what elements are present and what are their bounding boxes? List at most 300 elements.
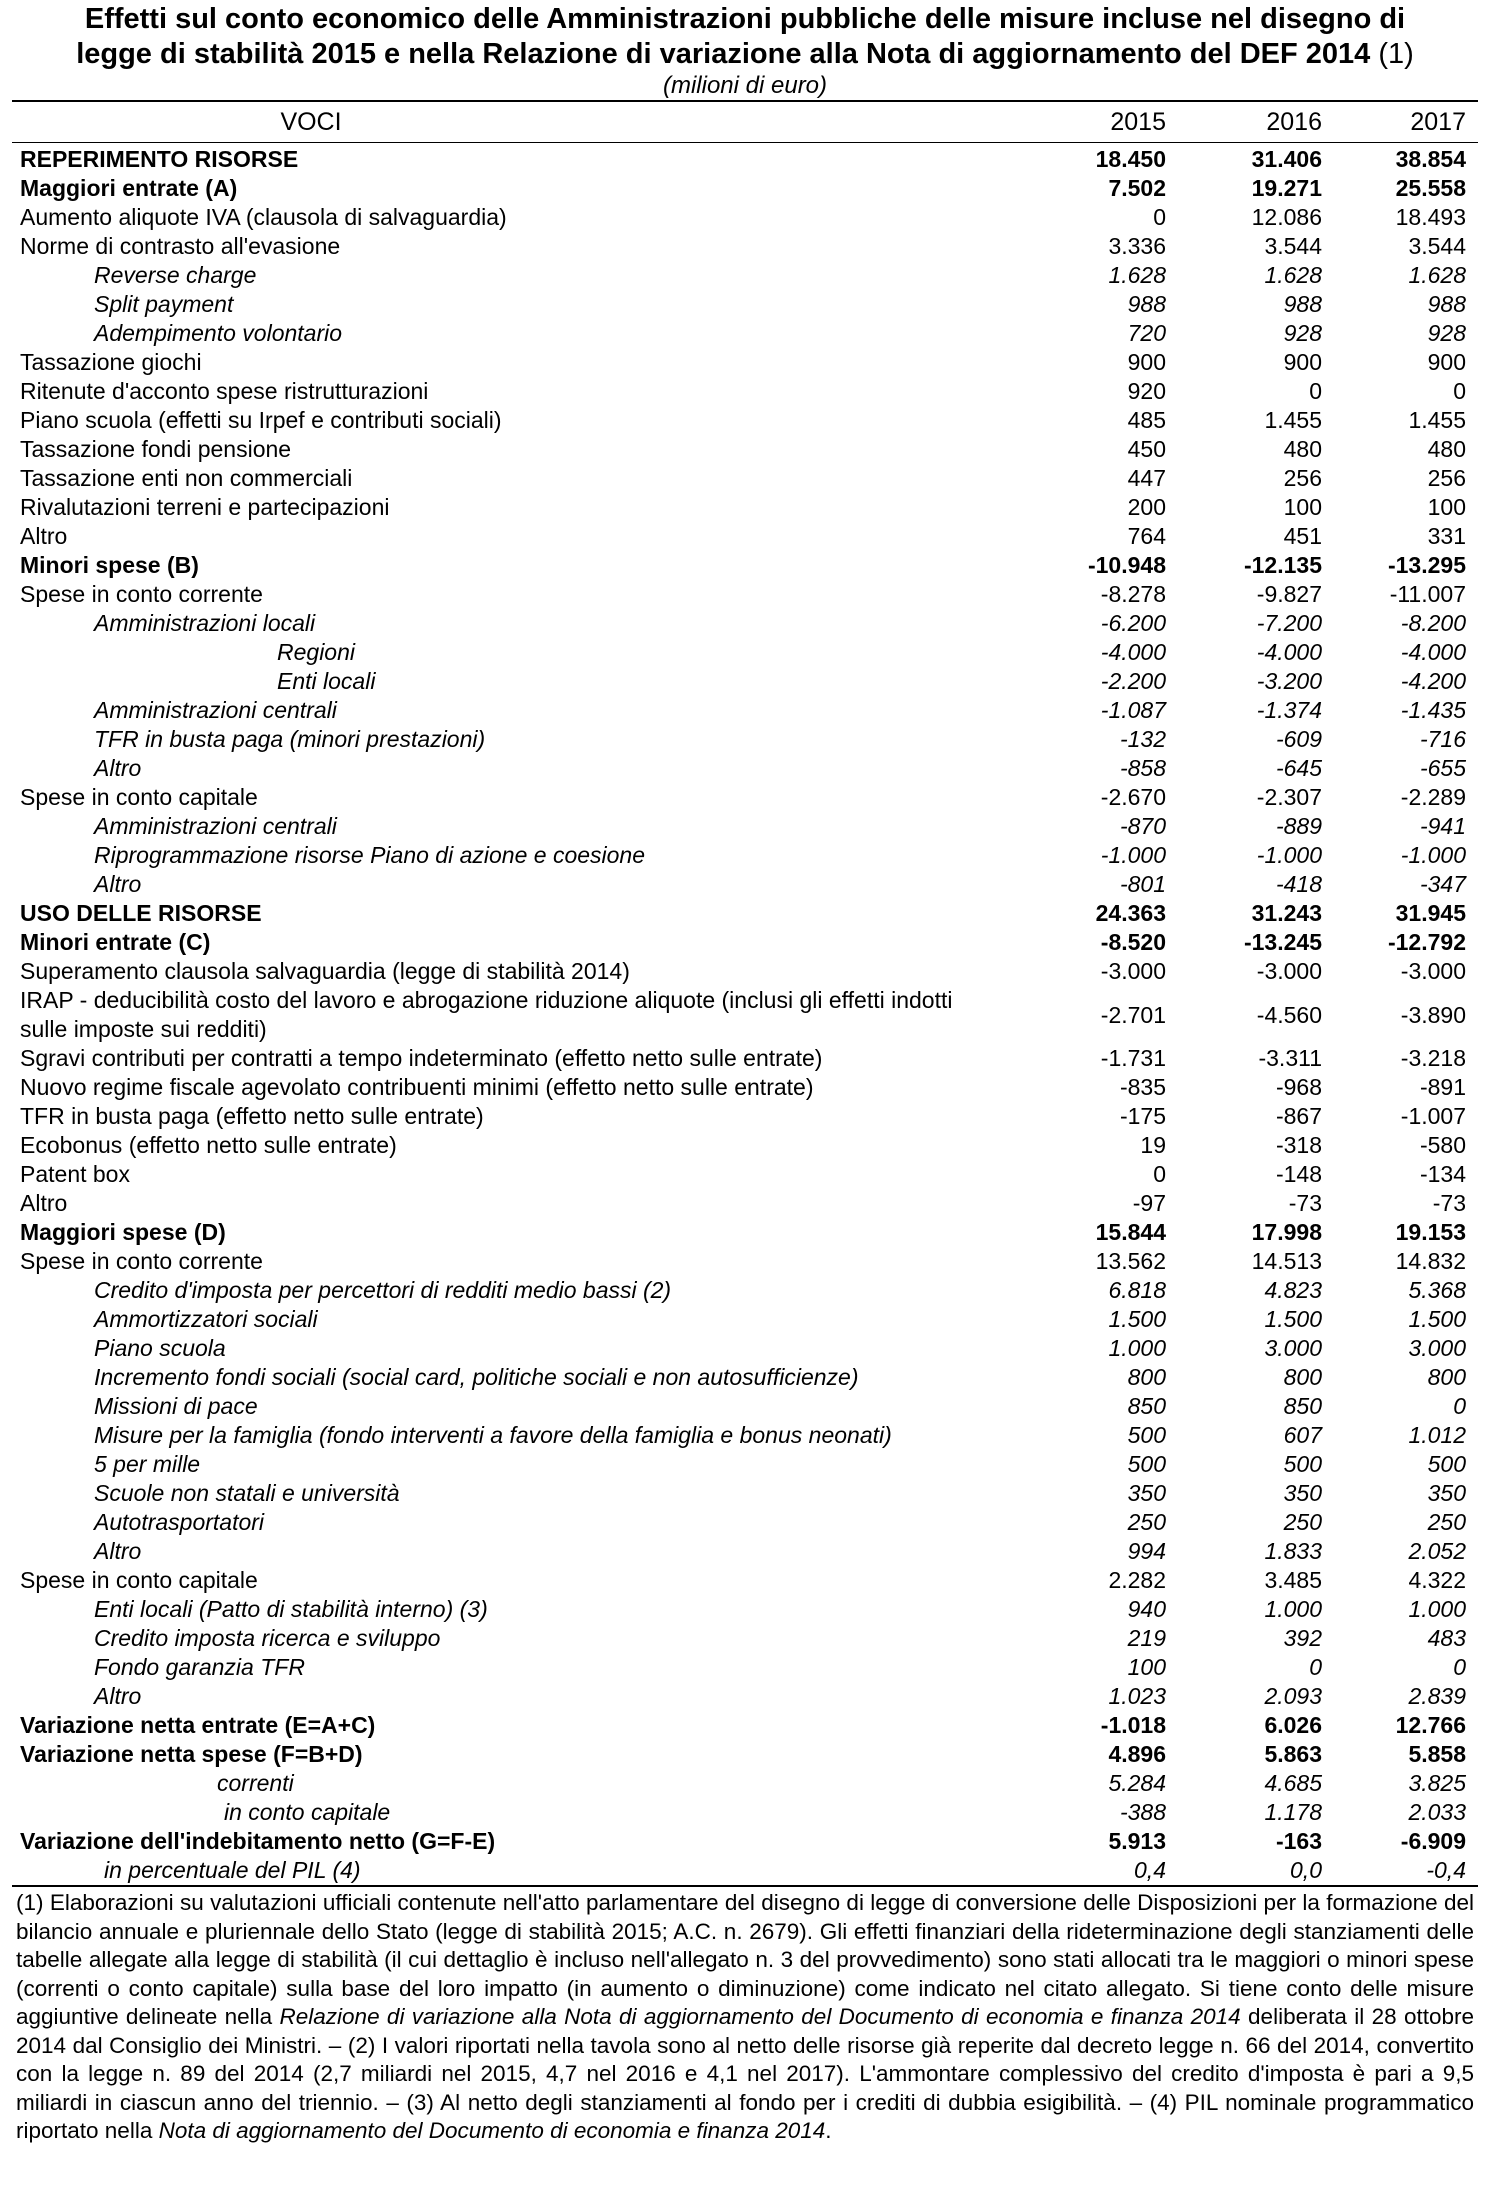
cell-2015: 450	[1127, 436, 1166, 462]
cell-2017: 0	[1453, 1654, 1466, 1680]
table-row	[12, 899, 1478, 928]
cell-2016: 0	[1309, 1654, 1322, 1680]
title-line-2-text: legge di stabilità 2015 e nella Relazione di variazione alla Nota di aggiornamento del DEF 2014	[76, 38, 1371, 70]
cell-2017: -6.909	[1400, 1828, 1466, 1854]
table-row	[12, 1856, 1478, 1885]
cell-2017: -1.000	[1400, 842, 1466, 868]
cell-2015: -1.731	[1100, 1045, 1166, 1071]
table-row	[12, 1102, 1478, 1131]
cell-2015: -870	[1119, 813, 1166, 839]
cell-2017: 256	[1427, 465, 1466, 491]
cell-2016: -609	[1275, 726, 1322, 752]
cell-2015: 0,4	[1134, 1857, 1166, 1883]
cell-2015: -2.701	[1100, 1001, 1166, 1028]
cell-2016: 850	[1283, 1393, 1322, 1419]
row-label: Riprogrammazione risorse Piano di azione e coesione	[94, 842, 646, 868]
cell-2016: -3.000	[1256, 958, 1322, 984]
cell-2016: -889	[1275, 813, 1322, 839]
cell-2016: 500	[1283, 1451, 1322, 1477]
table-row	[12, 1769, 1478, 1798]
table-row	[12, 812, 1478, 841]
cell-2016: 14.513	[1251, 1248, 1322, 1274]
cell-2016: -3.200	[1256, 668, 1322, 694]
table-row	[12, 1566, 1478, 1595]
cell-2016: 350	[1283, 1480, 1322, 1506]
table-row	[12, 261, 1478, 290]
footnote-italic-1: Relazione di variazione alla Nota di aggiornamento del Documento di economia e finanza 2014	[279, 2004, 1241, 2029]
row-label: Minori spese (B)	[20, 552, 199, 578]
cell-2016: -4.560	[1256, 1001, 1322, 1028]
cell-2015: -10.948	[1087, 552, 1166, 578]
row-label: Amministrazioni centrali	[94, 697, 337, 723]
cell-2017: -891	[1419, 1074, 1466, 1100]
row-label: Variazione netta spese (F=B+D)	[20, 1741, 363, 1767]
cell-2015: 900	[1127, 349, 1166, 375]
row-label: Altro	[94, 755, 142, 781]
row-label: REPERIMENTO RISORSE	[20, 146, 299, 172]
cell-2015: -388	[1119, 1799, 1166, 1825]
row-label: TFR in busta paga (effetto netto sulle entrate)	[20, 1103, 484, 1129]
cell-2015: -175	[1119, 1103, 1166, 1129]
cell-2015: 0	[1153, 204, 1166, 230]
row-label: Ammortizzatori sociali	[94, 1306, 318, 1332]
cell-2015: 500	[1127, 1422, 1166, 1448]
cell-2016: -163	[1275, 1828, 1322, 1854]
cell-2017: -580	[1419, 1132, 1466, 1158]
header-year-2016: 2016	[1266, 107, 1322, 136]
cell-2015: -6.200	[1100, 610, 1166, 636]
cell-2017: 25.558	[1395, 175, 1466, 201]
table-row	[12, 493, 1478, 522]
table-row	[12, 725, 1478, 754]
cell-2016: 480	[1283, 436, 1322, 462]
row-label: Enti locali (Patto di stabilità interno) (3)	[94, 1596, 488, 1622]
cell-2016: -13.245	[1243, 929, 1322, 955]
footnotes	[12, 1887, 1478, 2146]
cell-2016: 31.406	[1251, 146, 1322, 172]
cell-2016: 2.093	[1264, 1683, 1322, 1709]
row-label: Amministrazioni centrali	[94, 813, 337, 839]
cell-2017: -716	[1419, 726, 1466, 752]
header-year-2015: 2015	[1110, 107, 1166, 136]
cell-2015: -8.520	[1100, 929, 1166, 955]
row-label: Minori entrate (C)	[20, 929, 211, 955]
cell-2016: 988	[1283, 291, 1322, 317]
row-label: Tassazione giochi	[20, 349, 202, 375]
table-row	[12, 841, 1478, 870]
table-row	[12, 1276, 1478, 1305]
table-header	[12, 102, 1478, 142]
row-label: Superamento clausola salvaguardia (legge di stabilità 2014)	[20, 958, 630, 984]
cell-2016: -3.311	[1258, 1045, 1322, 1071]
cell-2017: -1.007	[1400, 1103, 1466, 1129]
cell-2016: 1.455	[1264, 407, 1322, 433]
cell-2016: 451	[1283, 523, 1322, 549]
cell-2015: 18.450	[1095, 146, 1166, 172]
row-label: Variazione netta entrate (E=A+C)	[20, 1712, 376, 1738]
table-row	[12, 1305, 1478, 1334]
row-label: Altro	[94, 871, 142, 897]
cell-2017: 1.012	[1408, 1422, 1466, 1448]
table-body	[12, 145, 1478, 1885]
row-label: IRAP - deducibilità costo del lavoro e abrogazione riduzione aliquote (inclusi gli effetti indotti sulle imposte sui redditi)	[20, 987, 953, 1042]
table-row	[12, 870, 1478, 899]
cell-2016: 4.823	[1264, 1277, 1322, 1303]
cell-2016: -645	[1275, 755, 1322, 781]
cell-2016: 1.628	[1264, 262, 1322, 288]
table-row	[12, 1160, 1478, 1189]
cell-2015: 988	[1127, 291, 1166, 317]
table-row	[12, 1508, 1478, 1537]
cell-2016: -1.374	[1256, 697, 1322, 723]
cell-2017: -11.007	[1389, 581, 1466, 607]
row-label: Aumento aliquote IVA (clausola di salvaguardia)	[20, 204, 507, 230]
cell-2017: -8.200	[1400, 610, 1466, 636]
cell-2017: 900	[1427, 349, 1466, 375]
cell-2016: 392	[1283, 1625, 1322, 1651]
cell-2016: -318	[1275, 1132, 1322, 1158]
cell-2016: 19.271	[1251, 175, 1322, 201]
table-row	[12, 145, 1478, 174]
row-label: Fondo garanzia TFR	[94, 1654, 305, 1680]
cell-2016: 5.863	[1264, 1741, 1322, 1767]
header-rule	[12, 142, 1478, 143]
cell-2015: -2.670	[1100, 784, 1166, 810]
row-label: Scuole non statali e università	[94, 1480, 400, 1506]
cell-2016: 1.178	[1264, 1799, 1322, 1825]
table-row	[12, 435, 1478, 464]
row-label: Ecobonus (effetto netto sulle entrate)	[20, 1132, 397, 1158]
row-label: USO DELLE RISORSE	[20, 900, 262, 926]
cell-2016: 17.998	[1251, 1219, 1322, 1245]
table-row	[12, 580, 1478, 609]
cell-2017: -4.000	[1400, 639, 1466, 665]
cell-2017: 500	[1427, 1451, 1466, 1477]
cell-2016: -1.000	[1256, 842, 1322, 868]
table-row	[12, 1131, 1478, 1160]
cell-2017: 3.825	[1408, 1770, 1466, 1796]
cell-2017: 0	[1453, 1393, 1466, 1419]
cell-2017: 1.628	[1408, 262, 1466, 288]
cell-2016: 0,0	[1290, 1857, 1322, 1883]
table-row	[12, 1247, 1478, 1276]
cell-2015: 1.628	[1108, 262, 1166, 288]
row-label: Maggiori spese (D)	[20, 1219, 226, 1245]
cell-2015: 0	[1153, 1161, 1166, 1187]
cell-2015: 1.023	[1108, 1683, 1166, 1709]
cell-2017: -941	[1419, 813, 1466, 839]
table-row	[12, 290, 1478, 319]
row-label: Misure per la famiglia (fondo interventi a favore della famiglia e bonus neonati)	[94, 1422, 892, 1448]
cell-2015: -97	[1132, 1190, 1166, 1216]
cell-2016: 6.026	[1264, 1712, 1322, 1738]
cell-2017: 928	[1427, 320, 1466, 346]
cell-2017: 14.832	[1395, 1248, 1466, 1274]
footnote-italic-2: Nota di aggiornamento del Documento di economia e finanza 2014	[158, 2118, 826, 2143]
cell-2016: 3.485	[1264, 1567, 1322, 1593]
cell-2017: -3.000	[1400, 958, 1466, 984]
row-label: Piano scuola (effetti su Irpef e contributi sociali)	[20, 407, 502, 433]
cell-2017: -655	[1419, 755, 1466, 781]
table-row	[12, 406, 1478, 435]
cell-2015: 447	[1127, 465, 1166, 491]
table-row	[12, 928, 1478, 957]
cell-2015: 994	[1127, 1538, 1166, 1564]
row-label: Missioni di pace	[94, 1393, 258, 1419]
cell-2015: 800	[1127, 1364, 1166, 1390]
cell-2015: 5.913	[1108, 1828, 1166, 1854]
cell-2015: 1.000	[1108, 1335, 1166, 1361]
cell-2016: 1.000	[1264, 1596, 1322, 1622]
cell-2015: -801	[1119, 871, 1166, 897]
cell-2017: -12.792	[1387, 929, 1466, 955]
table-row	[12, 1827, 1478, 1856]
row-label: Credito imposta ricerca e sviluppo	[94, 1625, 441, 1651]
row-label: Enti locali	[277, 668, 376, 694]
cell-2016: 12.086	[1251, 204, 1322, 230]
cell-2015: 13.562	[1095, 1248, 1166, 1274]
cell-2016: -867	[1275, 1103, 1322, 1129]
cell-2016: -9.827	[1256, 581, 1322, 607]
cell-2017: 3.544	[1408, 233, 1466, 259]
cell-2017: -134	[1419, 1161, 1466, 1187]
cell-2015: 24.363	[1095, 900, 1166, 926]
cell-2016: 928	[1283, 320, 1322, 346]
table-row	[12, 522, 1478, 551]
table-row	[12, 1363, 1478, 1392]
table-row	[12, 203, 1478, 232]
cell-2017: 350	[1427, 1480, 1466, 1506]
cell-2017: 800	[1427, 1364, 1466, 1390]
cell-2016: 1.500	[1264, 1306, 1322, 1332]
row-label: Tassazione enti non commerciali	[20, 465, 353, 491]
row-label: in percentuale del PIL (4)	[104, 1857, 361, 1883]
row-label: Norme di contrasto all'evasione	[20, 233, 341, 259]
row-label: Incremento fondi sociali (social card, politiche sociali e non autosufficienze)	[94, 1364, 859, 1390]
cell-2016: -418	[1275, 871, 1322, 897]
cell-2015: -1.018	[1100, 1712, 1166, 1738]
cell-2016: -4.000	[1256, 639, 1322, 665]
cell-2016: -2.307	[1256, 784, 1322, 810]
header-label-voci: VOCI	[280, 107, 342, 136]
cell-2015: 2.282	[1108, 1567, 1166, 1593]
row-label: Altro	[20, 523, 68, 549]
table-row	[12, 464, 1478, 493]
cell-2016: 256	[1283, 465, 1322, 491]
cell-2015: 5.284	[1108, 1770, 1166, 1796]
cell-2015: 4.896	[1108, 1741, 1166, 1767]
row-label: Spese in conto capitale	[20, 784, 258, 810]
cell-2015: 850	[1127, 1393, 1166, 1419]
cell-2015: 3.336	[1108, 233, 1166, 259]
table-row	[12, 696, 1478, 725]
table-row	[12, 1682, 1478, 1711]
cell-2015: -2.200	[1100, 668, 1166, 694]
header-year-2017: 2017	[1410, 107, 1466, 136]
table-row	[12, 609, 1478, 638]
cell-2017: 2.052	[1408, 1538, 1466, 1564]
row-label: Spese in conto capitale	[20, 1567, 258, 1593]
row-label: Autotrasportatori	[94, 1509, 265, 1535]
table-row	[12, 1798, 1478, 1827]
cell-2017: -347	[1419, 871, 1466, 897]
row-label: Credito d'imposta per percettori di redditi medio bassi (2)	[94, 1277, 672, 1303]
row-label: Altro	[94, 1683, 142, 1709]
cell-2016: -148	[1275, 1161, 1322, 1187]
cell-2016: 100	[1283, 494, 1322, 520]
cell-2017: 12.766	[1395, 1712, 1466, 1738]
cell-2016: 250	[1283, 1509, 1322, 1535]
table-row	[12, 319, 1478, 348]
row-label: Altro	[94, 1538, 142, 1564]
table-row	[12, 1044, 1478, 1073]
cell-2016: 4.685	[1264, 1770, 1322, 1796]
cell-2016: 3.000	[1264, 1335, 1322, 1361]
table-row	[12, 754, 1478, 783]
row-label: Spese in conto corrente	[20, 1248, 263, 1274]
cell-2017: -0,4	[1426, 1857, 1466, 1883]
row-label: Split payment	[94, 291, 234, 317]
footnote-text-3: .	[825, 2118, 832, 2143]
row-label: Sgravi contributi per contratti a tempo indeterminato (effetto netto sulle entrate)	[20, 1045, 823, 1071]
footnote-text-2: deliberata il 28 ottobre 2014 dal Consiglio dei Ministri. – (2) I valori riportati nella tavola sono al netto delle risorse già reperite dal decreto legge n. 66 del 2014, convertito con la legge n. 89 del 2014 (2,7 miliardi nel 2015, 4,7 nel 2016 e 4,1 nel 2017). L'ammontare complessivo del credito d'imposta è pari a 9,5 miliardi in ciascun anno del triennio. – (3) Al netto degli stanziamenti al fondo per i crediti di dubbia esigibilità. – (4) PIL nominale programmatico riportato nella	[16, 2004, 1474, 2143]
cell-2017: 2.839	[1408, 1683, 1466, 1709]
subtitle-units: (milioni di euro)	[662, 72, 828, 99]
row-label: Nuovo regime fiscale agevolato contribuenti minimi (effetto netto sulle entrate)	[20, 1074, 814, 1100]
cell-2017: 0	[1453, 378, 1466, 404]
table-row	[12, 957, 1478, 986]
table-row	[12, 1740, 1478, 1769]
row-label: Patent box	[20, 1161, 130, 1187]
table-row	[12, 348, 1478, 377]
cell-2015: 940	[1127, 1596, 1166, 1622]
cell-2015: -835	[1119, 1074, 1166, 1100]
table-row	[12, 377, 1478, 406]
cell-2015: -1.000	[1100, 842, 1166, 868]
table-row	[12, 1711, 1478, 1740]
table-row	[12, 1421, 1478, 1450]
cell-2015: 920	[1127, 378, 1166, 404]
cell-2015: -8.278	[1100, 581, 1166, 607]
row-label: Ritenute d'acconto spese ristrutturazioni	[20, 378, 429, 404]
cell-2015: 720	[1127, 320, 1166, 346]
cell-2017: 331	[1427, 523, 1466, 549]
cell-2015: 500	[1127, 1451, 1166, 1477]
row-label: Rivalutazioni terreni e partecipazioni	[20, 494, 390, 520]
cell-2015: -1.087	[1100, 697, 1166, 723]
row-label: Variazione dell'indebitamento netto (G=F-E)	[20, 1828, 496, 1854]
cell-2016: 607	[1283, 1422, 1322, 1448]
table-row	[12, 1624, 1478, 1653]
table-row	[12, 1653, 1478, 1682]
row-label: Adempimento volontario	[94, 320, 343, 346]
row-label: correnti	[217, 1770, 294, 1796]
cell-2017: 19.153	[1395, 1219, 1466, 1245]
cell-2017: 483	[1427, 1625, 1466, 1651]
cell-2015: 200	[1127, 494, 1166, 520]
cell-2016: 31.243	[1251, 900, 1322, 926]
cell-2017: 31.945	[1395, 900, 1466, 926]
cell-2017: 38.854	[1395, 146, 1466, 172]
table-row	[12, 1189, 1478, 1218]
cell-2015: 350	[1127, 1480, 1166, 1506]
cell-2015: 19	[1140, 1132, 1166, 1158]
table-row	[12, 986, 1478, 1044]
cell-2017: -3.890	[1400, 1001, 1466, 1028]
cell-2015: 764	[1127, 523, 1166, 549]
cell-2015: -3.000	[1100, 958, 1166, 984]
row-label: Regioni	[277, 639, 355, 665]
cell-2015: -4.000	[1100, 639, 1166, 665]
row-label: in conto capitale	[224, 1799, 391, 1825]
cell-2017: 1.500	[1408, 1306, 1466, 1332]
row-label: Amministrazioni locali	[94, 610, 316, 636]
cell-2016: -12.135	[1243, 552, 1322, 578]
cell-2015: 6.818	[1108, 1277, 1166, 1303]
cell-2017: 18.493	[1395, 204, 1466, 230]
cell-2017: -73	[1432, 1190, 1466, 1216]
row-label: 5 per mille	[94, 1451, 201, 1477]
table-row	[12, 638, 1478, 667]
cell-2017: 988	[1427, 291, 1466, 317]
table-row	[12, 1479, 1478, 1508]
cell-2015: 100	[1127, 1654, 1166, 1680]
footnote-text-1: (1) Elaborazioni su valutazioni ufficiali contenute nell'atto parlamentare del disegno di legge di conversione delle Disposizioni per la formazione del bilancio annuale e pluriennale dello Stato (legge di stabilità 2015; A.C. n. 2679). Gli effetti finanziari della rideterminazione degli stanziamenti delle tabelle allegate alla legge di stabilità (il cui dettaglio è incluso nell'allegato n. 3 del provvedimento) sono stati allocati tra le maggiori o minori spese (correnti o conto capitale) sulla base del loro impatto (in aumento o diminuzione) come indicato nel citato allegato. Si tiene conto delle misure aggiuntive delineate nella	[16, 1890, 1474, 2029]
cell-2017: -1.435	[1400, 697, 1466, 723]
table-row	[12, 783, 1478, 812]
cell-2017: 2.033	[1408, 1799, 1466, 1825]
table-row	[12, 1450, 1478, 1479]
cell-2015: 7.502	[1108, 175, 1166, 201]
cell-2015: -132	[1119, 726, 1166, 752]
cell-2015: -858	[1119, 755, 1166, 781]
cell-2017: -3.218	[1400, 1045, 1466, 1071]
cell-2016: -968	[1275, 1074, 1322, 1100]
cell-2016: 900	[1283, 349, 1322, 375]
table-title	[12, 2, 1478, 100]
cell-2015: 1.500	[1108, 1306, 1166, 1332]
table-row	[12, 174, 1478, 203]
row-label: Piano scuola	[94, 1335, 226, 1361]
row-label: Altro	[20, 1190, 68, 1216]
cell-2016: -7.200	[1256, 610, 1322, 636]
row-label: Reverse charge	[94, 262, 257, 288]
cell-2016: 800	[1283, 1364, 1322, 1390]
cell-2017: 5.858	[1408, 1741, 1466, 1767]
cell-2017: 4.322	[1408, 1567, 1466, 1593]
cell-2017: -13.295	[1387, 552, 1466, 578]
cell-2017: 100	[1427, 494, 1466, 520]
cell-2017: -4.200	[1400, 668, 1466, 694]
cell-2017: -2.289	[1400, 784, 1466, 810]
table-row	[12, 232, 1478, 261]
cell-2017: 480	[1427, 436, 1466, 462]
title-line-1: Effetti sul conto economico delle Amministrazioni pubbliche delle misure incluse nel disegno di	[84, 3, 1406, 35]
title-note-ref: (1)	[1370, 38, 1414, 70]
row-label: Tassazione fondi pensione	[20, 436, 292, 462]
cell-2015: 250	[1127, 1509, 1166, 1535]
row-label: Maggiori entrate (A)	[20, 175, 238, 201]
cell-2016: 3.544	[1264, 233, 1322, 259]
cell-2016: 0	[1309, 378, 1322, 404]
cell-2017: 1.000	[1408, 1596, 1466, 1622]
cell-2017: 250	[1427, 1509, 1466, 1535]
title-line-2	[12, 37, 1478, 72]
table-row	[12, 1218, 1478, 1247]
cell-2017: 3.000	[1408, 1335, 1466, 1361]
cell-2015: 219	[1127, 1625, 1166, 1651]
table-row	[12, 1334, 1478, 1363]
